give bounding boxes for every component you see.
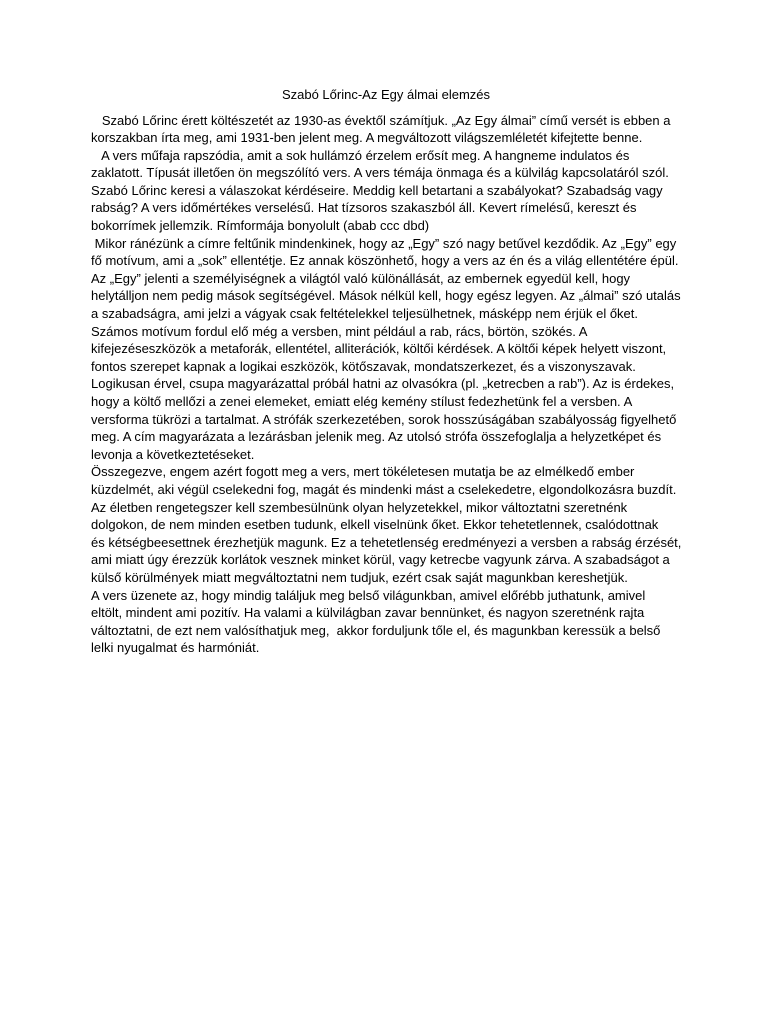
text-line: Az „Egy” jelenti a személyiségnek a világtól való különállását, az embernek egyedül kell, hogy bbox=[91, 270, 631, 286]
text-line: Mikor ránézünk a címre feltűnik mindenkinek, hogy az „Egy” szó nagy betűvel kezdődik. Az „Egy” egy bbox=[91, 235, 677, 251]
text-line: bokorrímek jellemzik. Rímformája bonyolult (abab ccc dbd) bbox=[91, 218, 430, 234]
text-line: A vers műfaja rapszódia, amit a sok hullámzó érzelem erősít meg. A hangneme indulatos és bbox=[91, 147, 630, 163]
text-line: Szabó Lőrinc érett költészetét az 1930-as évektől számítjuk. „Az Egy álmai” című versét is ebben a bbox=[91, 112, 671, 128]
text-line: kifejezéseszközök a metaforák, ellentétel, alliterációk, költői kérdések. A költői képek helyett viszont, bbox=[91, 341, 667, 357]
text-line: korszakban írta meg, ami 1931-ben jelent meg. A megváltozott világszemléletét kifejtette benne. bbox=[91, 130, 643, 146]
text-line: versforma tükrözi a tartalmat. A strófák szerkezetében, sorok hosszúságában szabályosság figyelhető bbox=[91, 411, 677, 427]
text-line: hogy a költő mellőzi a zenei elemeket, emiatt elég kemény stílust fedezhetünk fel a versben. A bbox=[91, 394, 633, 409]
text-line: küzdelmét, aki végül cselekedni fog, magát és mindenki mást a cselekedetre, elgondolkozásra buzdít. bbox=[91, 481, 677, 497]
text-line: lelki nyugalmat és harmóniát. bbox=[91, 640, 260, 656]
text-line: Szabó Lőrinc keresi a válaszokat kérdéseire. Meddig kell betartani a szabályokat? Szabadság vagy bbox=[91, 182, 663, 198]
text-line: ami miatt úgy érezzük korlátok vesznek minket körül, vagy ketrecbe vagyunk zárva. A szabadságot a bbox=[91, 552, 670, 568]
text-line: levonja a következtetéseket. bbox=[91, 446, 255, 462]
text-line: zaklatott. Típusát illetően ön megszólító vers. A vers témája önmaga és a külvilág kapcsolatáról szól. bbox=[91, 165, 669, 181]
text-line: dolgokon, de nem minden esetben tudunk, elkell viselnünk őket. Ekkor tehetetlennek, csalódottnak bbox=[91, 517, 659, 533]
text-line: és kétségbeesettnek érezhetjük magunk. Ez a tehetetlenség eredményezi a versben a rabság érzését, bbox=[91, 534, 682, 550]
text-line: eltölt, mindent ami pozitív. Ha valami a külvilágban zavar bennünket, és nagyon szeretnénk rajta bbox=[91, 605, 645, 621]
text-line: fontos szerepet kapnak a logikai eszközök, kötőszavak, mondatszerkezet, és a viszonyszavak. bbox=[91, 358, 636, 374]
text-line: a szabadságra, ami jelzi a vágyak csak feltételekkel teljesülhetnek, másképp nem érjük el őket. bbox=[91, 306, 639, 322]
document-title: Szabó Lőrinc-Az Egy álmai elemzés bbox=[281, 87, 491, 102]
text-line: Logikusan érvel, csupa magyarázattal próbál hatni az olvasókra (pl. „ketrecben a rab”). Az is érdekes, bbox=[91, 376, 675, 392]
text-line: változtatni, de ezt nem valósíthatjuk meg, akkor forduljunk tőle el, és magunkban keressük a belső bbox=[91, 622, 661, 638]
text-line: A vers üzenete az, hogy mindig találjuk meg belső világunkban, amivel előrébb juthatunk, amivel bbox=[91, 587, 646, 603]
text-line: helytálljon nem pedig mások segítségével. Mások nélkül kell, hogy egész legyen. Az „álmai” szó utalás bbox=[91, 288, 681, 304]
text-line: meg. A cím magyarázata a lezárásban jelenik meg. Az utolsó strófa összefoglalja a helyzetképet és bbox=[91, 429, 662, 445]
document-page bbox=[91, 86, 681, 657]
document-body bbox=[91, 112, 681, 657]
text-line: külső körülmények miatt megváltoztatni nem tudjuk, ezért csak saját magunkban kereshetjük. bbox=[91, 569, 628, 585]
text-line: fő motívum, ami a „sok” ellentétje. Ez annak köszönhető, hogy a vers az én és a világ ellentétére épül. bbox=[91, 253, 679, 269]
text-line: rabság? A vers időmértékes verselésű. Hat tízsoros szakaszból áll. Kevert rímelésű, kereszt és bbox=[91, 200, 637, 216]
text-line: Összegezve, engem azért fogott meg a vers, mert tökéletesen mutatja be az elmélkedő ember bbox=[91, 464, 635, 480]
text-line: Az életben rengetegszer kell szembesülnünk olyan helyzetekkel, mikor változtatni szeretnénk bbox=[91, 499, 628, 515]
text-line: Számos motívum fordul elő még a versben, mint például a rab, rács, börtön, szökés. A bbox=[91, 323, 588, 339]
